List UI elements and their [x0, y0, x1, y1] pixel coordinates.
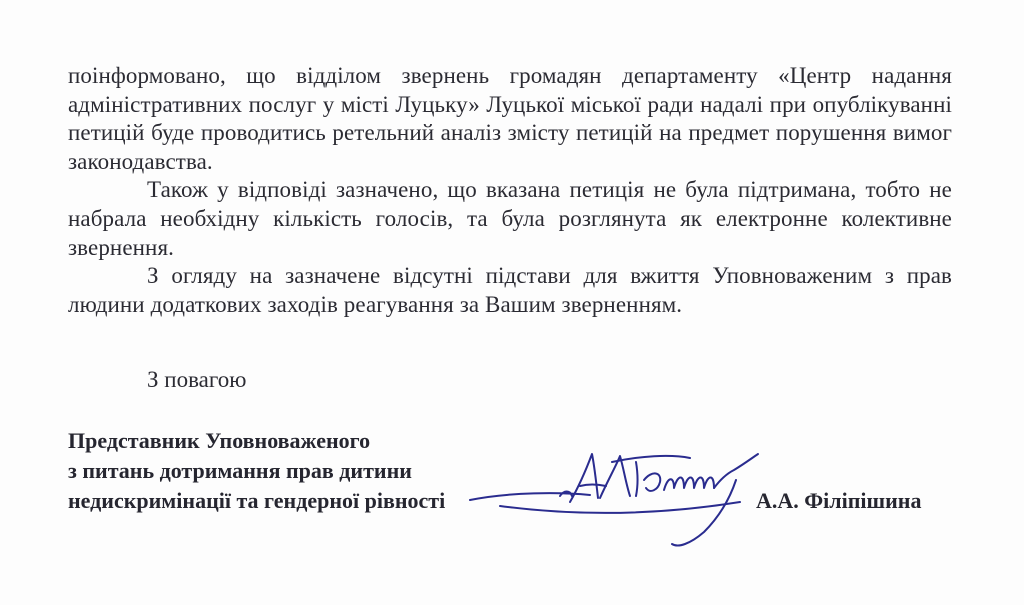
- signatory-title-line-3: недискримінації та гендерної рівності: [68, 488, 446, 513]
- signatory-title-line-2: з питань дотримання прав дитини: [68, 458, 412, 483]
- closing-phrase: З повагою: [147, 367, 247, 392]
- handwritten-signature: [440, 440, 810, 570]
- paragraph-petition-status: Також у відповіді зазначено, що вказана петиція не була підтримана, тобто не набрала необхідну кількість голосів, та була розглянута як електронне колективне звернення.: [68, 177, 952, 260]
- signatory-name: А.А. Філіпішина: [756, 488, 922, 513]
- signatory-title: [68, 426, 445, 516]
- signatory-title-line-1: Представник Уповноваженого: [68, 428, 371, 453]
- letter-body: [68, 62, 952, 319]
- paragraph-continued: поінформовано, що відділом звернень громадян департаменту «Центр надання адміністративних послуг у місті Луцьку» Луцької міської ради надалі при опублікуванні петицій буде проводитись ретельний аналіз змісту петицій на предмет порушення вимог законодавства.: [68, 63, 952, 174]
- paragraph-conclusion: З огляду на зазначене відсутні підстави для вжиття Уповноваженим з прав людини додаткових заходів реагування за Вашим зверненням.: [68, 263, 952, 317]
